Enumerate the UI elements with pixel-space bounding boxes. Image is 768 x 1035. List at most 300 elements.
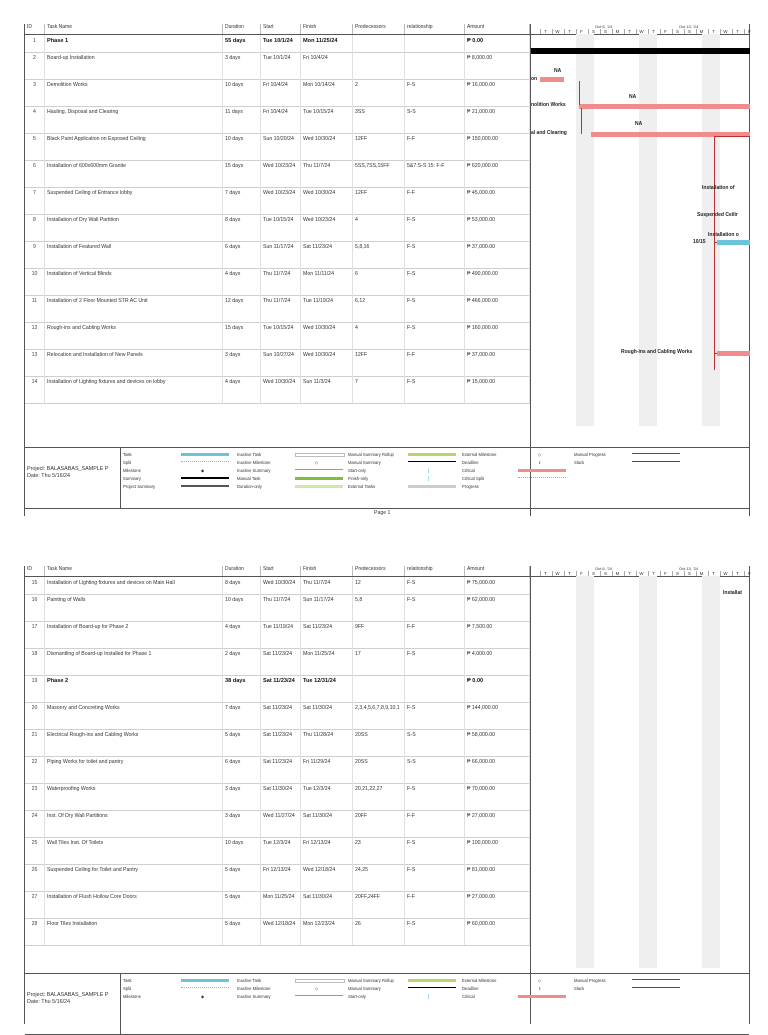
cell-rel: [405, 52, 465, 79]
cell-duration: 8 days: [223, 577, 261, 594]
cell-amount: ₱ 466,000.00: [465, 295, 530, 322]
task-bar-8[interactable]: [717, 240, 750, 245]
cell-start: Mon 11/25/24: [261, 891, 301, 918]
legend-label: Manual Summary: [348, 460, 381, 465]
cell-id: 11: [25, 295, 45, 322]
task-bar-2[interactable]: [540, 77, 564, 82]
table-row[interactable]: [25, 918, 530, 946]
cell-duration: 55 days: [223, 35, 261, 52]
cell-pred: 6,12: [353, 295, 405, 322]
cell-start: Sun 10/20/24: [261, 133, 301, 160]
legend-label: Task: [123, 978, 132, 983]
cell-finish: Sun 11/17/24: [301, 594, 353, 621]
legend-glyph-icon: ◇: [315, 986, 319, 991]
cell-start: Sat 11/30/24: [261, 783, 301, 810]
cell-finish: Sat 11/30/24: [301, 702, 353, 729]
project-info: [27, 466, 109, 480]
table-row[interactable]: [25, 241, 530, 269]
cell-start: Tue 10/1/24: [261, 35, 301, 52]
table-row[interactable]: [25, 594, 530, 622]
legend-glyph-icon: ◆: [201, 468, 205, 473]
timescale-week: Oct 13, '24: [679, 566, 699, 571]
cell-id: 20: [25, 702, 45, 729]
cell-id: 1: [25, 35, 45, 52]
cell-pred: 5,8: [353, 594, 405, 621]
cell-rel: F-S: [405, 295, 465, 322]
cell-id: 13: [25, 349, 45, 376]
column-header-amount[interactable]: Amount: [465, 24, 530, 34]
cell-amount: ₱ 16,000.00: [465, 79, 530, 106]
cell-finish: Wed 10/30/24: [301, 133, 353, 160]
timescale-week: Oct 6, '24: [595, 566, 612, 571]
timescale-day: W: [552, 29, 562, 34]
cell-pred: 20SS: [353, 756, 405, 783]
cell-duration: 4 days: [223, 621, 261, 648]
cell-rel: 5&7:S-S 15: F-F: [405, 160, 465, 187]
legend-label: External Milestone: [462, 452, 497, 457]
cell-rel: F-F: [405, 891, 465, 918]
cell-id: 7: [25, 187, 45, 214]
legend-swatch: [295, 995, 343, 996]
legend-glyph-icon: ◇: [538, 452, 542, 457]
legend-label: Inactive Milestone: [237, 986, 271, 991]
timescale-day: S: [588, 29, 598, 34]
cell-start: Wed 10/30/24: [261, 376, 301, 403]
legend-label: Duration-only: [237, 484, 262, 489]
cell-finish: Thu 11/28/24: [301, 729, 353, 756]
gantt-label: Installat: [723, 590, 742, 596]
cell-rel: F-S: [405, 837, 465, 864]
cell-pred: 23: [353, 837, 405, 864]
project-date: Date: Thu 5/16/24: [27, 999, 71, 1005]
cell-duration: 5 days: [223, 864, 261, 891]
gantt-label: 10/15: [693, 239, 706, 245]
cell-name: Installation of 2 Floor Mounted STR AC Unit: [45, 295, 223, 322]
cell-duration: 4 days: [223, 376, 261, 403]
cell-finish: Mon 11/11/24: [301, 268, 353, 295]
cell-id: 15: [25, 577, 45, 594]
table-row[interactable]: [25, 891, 530, 919]
divider: [120, 974, 121, 1034]
cell-pred: 7: [353, 376, 405, 403]
column-header-rel[interactable]: relationship: [405, 24, 465, 34]
dependency-link: [714, 136, 750, 137]
cell-name: Painting of Walls: [45, 594, 223, 621]
column-header-pred[interactable]: Predecessors: [353, 24, 405, 34]
cell-pred: 4: [353, 214, 405, 241]
cell-id: 9: [25, 241, 45, 268]
cell-duration: 38 days: [223, 675, 261, 702]
cell-pred: 4: [353, 322, 405, 349]
cell-amount: ₱ 70,000.00: [465, 783, 530, 810]
cell-amount: ₱ 0.00: [465, 35, 530, 52]
table-row[interactable]: [25, 295, 530, 323]
cell-start: Sun 10/27/24: [261, 349, 301, 376]
legend-label: Manual Progress: [574, 452, 606, 457]
legend-label: Deadline: [462, 986, 479, 991]
table-row[interactable]: [25, 729, 530, 757]
legend-label: Project Summary: [123, 484, 156, 489]
cell-duration: 10 days: [223, 837, 261, 864]
timescale-day: S: [684, 571, 694, 576]
table-row[interactable]: [25, 268, 530, 296]
table-row[interactable]: [25, 577, 530, 595]
cell-id: 10: [25, 268, 45, 295]
legend-label: Start-only: [348, 468, 366, 473]
cell-amount: ₱ 45,000.00: [465, 187, 530, 214]
cell-start: Sat 11/23/24: [261, 675, 301, 702]
legend-swatch: [632, 461, 680, 462]
cell-duration: 7 days: [223, 702, 261, 729]
cell-rel: [405, 35, 465, 52]
cell-start: Wed 12/18/24: [261, 918, 301, 945]
gantt-label: Installation o: [708, 232, 739, 238]
timescale-day: M: [696, 29, 706, 34]
cell-id: 16: [25, 594, 45, 621]
timescale-day: S: [600, 29, 610, 34]
gantt-label: al and Clearing: [531, 130, 567, 136]
table-row[interactable]: [25, 349, 530, 377]
cell-start: Thu 11/7/24: [261, 594, 301, 621]
cell-duration: 4 days: [223, 268, 261, 295]
cell-name: Installation of Vertical Blinds: [45, 268, 223, 295]
legend-swatch: [295, 979, 345, 983]
cell-id: 24: [25, 810, 45, 837]
cell-pred: 2,3,4,5,6,7,8,9,10,1: [353, 702, 405, 729]
timescale-day: M: [612, 29, 622, 34]
cell-amount: ₱ 100,000.00: [465, 837, 530, 864]
cell-rel: F-S: [405, 79, 465, 106]
timescale-day: F: [744, 571, 754, 576]
timescale-day: W: [720, 571, 730, 576]
cell-amount: ₱ 27,000.00: [465, 810, 530, 837]
cell-name: Electrical Rough-ins and Cabling Works: [45, 729, 223, 756]
timescale-day: T: [540, 571, 550, 576]
cell-amount: ₱ 4,000.00: [465, 648, 530, 675]
page-1: [24, 24, 750, 516]
timescale-day: W: [720, 29, 730, 34]
legend-glyph-icon: ⬇: [538, 460, 542, 465]
cell-duration: 2 days: [223, 648, 261, 675]
cell-start: Thu 11/7/24: [261, 295, 301, 322]
cell-id: 27: [25, 891, 45, 918]
legend-glyph-icon: ◆: [201, 994, 205, 999]
legend-swatch: [518, 995, 566, 998]
cell-amount: ₱ 0.00: [465, 675, 530, 702]
timescale-day: F: [744, 29, 754, 34]
cell-finish: Fri 11/29/24: [301, 756, 353, 783]
legend-swatch: [295, 477, 343, 480]
cell-id: 22: [25, 756, 45, 783]
table-row[interactable]: [25, 675, 530, 703]
column-header-name[interactable]: Task Name: [45, 566, 223, 576]
cell-finish: Thu 11/7/24: [301, 160, 353, 187]
column-header-id[interactable]: ID: [25, 24, 45, 34]
page-number: Page 1: [374, 510, 391, 516]
weekend-shade: [702, 34, 720, 426]
cell-id: 4: [25, 106, 45, 133]
cell-pred: 12FF: [353, 349, 405, 376]
column-header-start[interactable]: Start: [261, 24, 301, 34]
cell-id: 6: [25, 160, 45, 187]
column-header-name[interactable]: Task Name: [45, 24, 223, 34]
legend-swatch: [181, 485, 229, 487]
cell-name: Phase 1: [45, 35, 223, 52]
table-row[interactable]: [25, 106, 530, 134]
legend-swatch: [295, 469, 343, 470]
legend-label: Inactive Task: [237, 452, 262, 457]
weekend-shade: [639, 34, 657, 426]
cell-start: Sat 11/23/24: [261, 648, 301, 675]
table-row[interactable]: [25, 783, 530, 811]
cell-finish: Tue 10/15/24: [301, 106, 353, 133]
cell-rel: F-F: [405, 349, 465, 376]
cell-rel: F-S: [405, 241, 465, 268]
table-row[interactable]: [25, 376, 530, 404]
timescale-day: F: [660, 29, 670, 34]
cell-duration: 12 days: [223, 295, 261, 322]
cell-name: Black Paint Application on Exposed Ceiling: [45, 133, 223, 160]
cell-id: 21: [25, 729, 45, 756]
timescale-day: T: [564, 571, 574, 576]
cell-duration: 15 days: [223, 160, 261, 187]
timescale-week: Oct 6, '24: [595, 24, 612, 29]
weekend-shade: [576, 576, 594, 968]
cell-rel: F-S: [405, 577, 465, 594]
cell-rel: F-F: [405, 810, 465, 837]
column-header-finish[interactable]: Finish: [301, 566, 353, 576]
timescale-day: S: [684, 29, 694, 34]
timescale-day: S: [672, 29, 682, 34]
cell-rel: F-S: [405, 268, 465, 295]
task-bar-3[interactable]: [579, 104, 750, 109]
table-row[interactable]: [25, 648, 530, 676]
table-header: [25, 566, 530, 577]
legend-swatch: [632, 979, 680, 980]
cell-finish: Fri 10/4/24: [301, 52, 353, 79]
cell-id: 5: [25, 133, 45, 160]
gantt-label: Rough-ins and Cabling Works: [621, 349, 693, 355]
cell-id: 28: [25, 918, 45, 945]
cell-pred: 20SS: [353, 729, 405, 756]
cell-duration: 8 days: [223, 214, 261, 241]
weekend-shade: [702, 576, 720, 968]
cell-rel: F-S: [405, 322, 465, 349]
gantt-label: Installation of: [702, 185, 735, 191]
legend-swatch: [181, 453, 229, 456]
timescale-day: M: [696, 571, 706, 576]
cell-pred: 20FF: [353, 810, 405, 837]
cell-duration: 3 days: [223, 52, 261, 79]
cell-name: Phase 2: [45, 675, 223, 702]
legend-label: Manual Summary: [348, 986, 381, 991]
cell-name: Suspended Ceiling of Entrance lobby: [45, 187, 223, 214]
page-2: [24, 566, 750, 1024]
table-row[interactable]: [25, 864, 530, 892]
cell-finish: Sat 11/23/24: [301, 621, 353, 648]
legend-label: Milestone: [123, 994, 141, 999]
column-header-start[interactable]: Start: [261, 566, 301, 576]
cell-amount: ₱ 66,000.00: [465, 756, 530, 783]
cell-duration: 3 days: [223, 810, 261, 837]
cell-pred: 17: [353, 648, 405, 675]
cell-rel: S-S: [405, 106, 465, 133]
legend-swatch: [181, 979, 229, 982]
cell-duration: 10 days: [223, 79, 261, 106]
legend-glyph-icon: [: [428, 994, 430, 999]
cell-start: Thu 11/7/24: [261, 268, 301, 295]
cell-name: Masonry and Concreting Works: [45, 702, 223, 729]
legend-label: Manual Summary Rollup: [348, 452, 394, 457]
cell-name: Inst. Of Dry Wall Partitions: [45, 810, 223, 837]
cell-duration: 10 days: [223, 594, 261, 621]
table-row[interactable]: [25, 756, 530, 784]
cell-finish: Wed 10/30/24: [301, 322, 353, 349]
legend: [25, 973, 749, 1035]
cell-finish: Wed 10/23/24: [301, 214, 353, 241]
gantt-chart-page-2: [530, 566, 750, 1024]
cell-rel: [405, 675, 465, 702]
legend-swatch: [408, 461, 456, 462]
cell-rel: F-S: [405, 864, 465, 891]
cell-start: Tue 10/1/24: [261, 52, 301, 79]
cell-rel: F-S: [405, 783, 465, 810]
cell-rel: F-S: [405, 594, 465, 621]
table-row[interactable]: [25, 133, 530, 161]
cell-finish: Tue 12/31/24: [301, 675, 353, 702]
table-row[interactable]: [25, 214, 530, 242]
cell-duration: 3 days: [223, 349, 261, 376]
timescale-day: T: [564, 29, 574, 34]
column-header-duration[interactable]: Duration: [223, 24, 261, 34]
table-row[interactable]: [25, 160, 530, 188]
cell-id: 19: [25, 675, 45, 702]
cell-amount: ₱ 75,000.00: [465, 577, 530, 594]
cell-duration: 3 days: [223, 783, 261, 810]
cell-amount: ₱ 160,000.00: [465, 322, 530, 349]
legend-label: Inactive Task: [237, 978, 262, 983]
timescale-day: T: [732, 571, 742, 576]
cell-rel: F-S: [405, 648, 465, 675]
column-header-amount[interactable]: Amount: [465, 566, 530, 576]
cell-start: Fri 12/13/24: [261, 864, 301, 891]
cell-finish: Wed 12/18/24: [301, 864, 353, 891]
legend-label: Task: [123, 452, 132, 457]
gantt-label: on: [531, 76, 538, 82]
timescale-day: W: [552, 571, 562, 576]
cell-name: Wall Tiles Inst. Of Toilets: [45, 837, 223, 864]
timescale-week: Oct 13, '24: [679, 24, 699, 29]
cell-rel: F-S: [405, 376, 465, 403]
legend-label: Manual Task: [237, 476, 261, 481]
gantt-label: NA: [629, 94, 637, 100]
cell-amount: ₱ 62,000.00: [465, 594, 530, 621]
cell-finish: Sat 11/30/24: [301, 891, 353, 918]
cell-pred: 20,21,22,27: [353, 783, 405, 810]
legend-label: Deadline: [462, 460, 479, 465]
table-row[interactable]: [25, 79, 530, 107]
legend-glyph-icon: ◇: [315, 460, 319, 465]
cell-duration: 5 days: [223, 891, 261, 918]
table-row[interactable]: [25, 187, 530, 215]
cell-id: 3: [25, 79, 45, 106]
table-row[interactable]: [25, 322, 530, 350]
divider: [120, 448, 121, 508]
cell-rel: S-S: [405, 756, 465, 783]
cell-amount: ₱ 37,000.00: [465, 241, 530, 268]
cell-amount: ₱ 37,000.00: [465, 349, 530, 376]
timescale-day: M: [612, 571, 622, 576]
column-header-pred[interactable]: Predecessors: [353, 566, 405, 576]
legend-label: Inactive Milestone: [237, 460, 271, 465]
cell-rel: F-S: [405, 702, 465, 729]
cell-rel: F-S: [405, 918, 465, 945]
cell-rel: S-S: [405, 729, 465, 756]
cell-pred: 3SS: [353, 106, 405, 133]
cell-pred: 12FF: [353, 133, 405, 160]
project-name: Project: BALASABAS_SAMPLE P: [27, 466, 109, 472]
gantt-label: NA: [635, 121, 643, 127]
table-row[interactable]: [25, 810, 530, 838]
cell-pred: [353, 52, 405, 79]
cell-pred: 5SS,7SS,15FF: [353, 160, 405, 187]
cell-duration: 6 days: [223, 756, 261, 783]
cell-name: Waterproofing Works: [45, 783, 223, 810]
cell-start: Wed 11/27/24: [261, 810, 301, 837]
dependency-link: [579, 81, 580, 105]
column-header-finish[interactable]: Finish: [301, 24, 353, 34]
cell-finish: Sat 11/23/24: [301, 241, 353, 268]
timescale-day: F: [660, 571, 670, 576]
cell-start: Sat 11/23/24: [261, 729, 301, 756]
legend-label: Inactive Summary: [237, 994, 271, 999]
task-bar-12[interactable]: [717, 351, 750, 356]
cell-name: Floor Tiles Installation: [45, 918, 223, 945]
legend-label: External Tasks: [348, 484, 376, 489]
cell-start: Fri 10/4/24: [261, 106, 301, 133]
table-row[interactable]: [25, 702, 530, 730]
legend-swatch: [408, 979, 456, 982]
legend-label: Critical: [462, 468, 475, 473]
legend-label: Start-only: [348, 994, 366, 999]
cell-start: Sun 11/17/24: [261, 241, 301, 268]
timescale-day: W: [636, 571, 646, 576]
column-header-rel[interactable]: relationship: [405, 566, 465, 576]
project-info: [27, 992, 109, 1006]
gantt-label: nolition Works: [531, 102, 566, 108]
timescale-day: S: [672, 571, 682, 576]
cell-amount: ₱ 21,000.00: [465, 106, 530, 133]
cell-name: Board-up Installation: [45, 52, 223, 79]
summary-bar-phase-1[interactable]: [531, 48, 750, 54]
table-row[interactable]: [25, 621, 530, 649]
column-header-id[interactable]: ID: [25, 566, 45, 576]
table-row[interactable]: [25, 35, 530, 53]
legend-swatch: [632, 453, 680, 454]
cell-pred: 2: [353, 79, 405, 106]
table-row[interactable]: [25, 837, 530, 865]
column-header-duration[interactable]: Duration: [223, 566, 261, 576]
legend-label: Split: [123, 986, 132, 991]
legend-label: Slack: [574, 460, 585, 465]
cell-amount: ₱ 15,000.00: [465, 376, 530, 403]
legend-swatch: [518, 477, 566, 478]
legend-label: Manual Progress: [574, 978, 606, 983]
legend-label: External Milestone: [462, 978, 497, 983]
legend-label: Manual Summary Rollup: [348, 978, 394, 983]
dependency-link: [581, 108, 582, 134]
table-row[interactable]: [25, 52, 530, 80]
